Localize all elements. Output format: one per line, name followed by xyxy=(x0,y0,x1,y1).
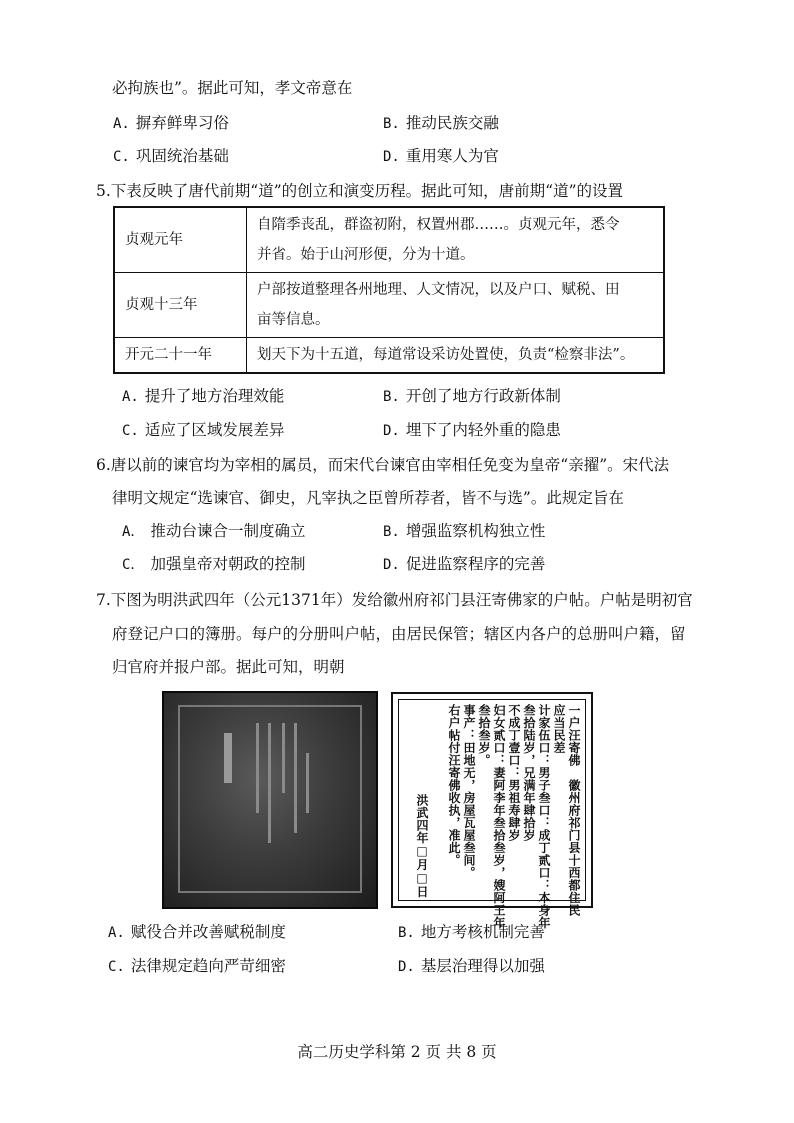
q4-option-d[interactable] xyxy=(383,145,499,168)
certificate-transcription xyxy=(391,692,593,929)
option-key: D. xyxy=(383,557,400,573)
q7-stem-line-2: 府登记户口的簿册。每户的分册叫户帖，由居民保管；辖区内各户的总册叫户籍，留 xyxy=(112,625,686,643)
photo-ink-column xyxy=(294,723,297,833)
option-text: 重用寒人为官 xyxy=(405,147,499,165)
desc-line: 并省。始于山河形便，分为十道。 xyxy=(257,247,475,263)
transcription-date: 洪武四年□月□日 xyxy=(415,794,429,898)
desc-line: 户部按道整理各州地理、人文情况，以及户口、赋税、田 xyxy=(257,282,620,298)
option-key: C. xyxy=(113,149,130,165)
q6-stem-line-2: 律明文规定“选谏官、御史，凡宰执之臣曾所荐者，皆不与选”。此规定旨在 xyxy=(112,489,624,507)
option-text: 推动台谏合一制度确立 xyxy=(150,522,306,540)
table-cell-year: 开元二十一年 xyxy=(114,338,247,374)
table-cell-desc xyxy=(247,273,665,338)
photo-ink-column xyxy=(306,753,309,813)
photo-ink-column xyxy=(224,733,232,783)
option-key: B. xyxy=(383,389,400,405)
option-text: 法律规定趋向严苛细密 xyxy=(130,957,286,975)
transcription-column: 不成丁壹口：男祖寿肆岁 xyxy=(507,704,521,842)
option-key: B. xyxy=(383,524,400,540)
option-text: 适应了区域发展差异 xyxy=(144,421,285,439)
q5-table xyxy=(113,206,665,374)
option-key: B. xyxy=(383,116,400,132)
table-cell-year: 贞观元年 xyxy=(114,207,247,273)
option-text: 埋下了内轻外重的隐患 xyxy=(405,421,561,439)
q7-option-b[interactable] xyxy=(398,921,545,944)
photo-ink-column xyxy=(268,723,271,843)
option-text: 提升了地方治理效能 xyxy=(144,387,285,405)
option-text: 推动民族交融 xyxy=(405,114,499,132)
q6-option-d[interactable] xyxy=(383,553,545,576)
option-text: 摒弃鲜卑习俗 xyxy=(135,114,229,132)
transcription-column: 计家伍口：男子叁口：成丁贰口：本身年 xyxy=(537,704,551,929)
option-key: D. xyxy=(383,423,400,439)
option-text: 增强监察机构独立性 xyxy=(405,522,546,540)
option-key: B. xyxy=(398,925,415,941)
table-row xyxy=(114,338,664,374)
q6-option-c[interactable] xyxy=(122,553,305,576)
q4-stem: 必拘族也”。据此可知，孝文帝意在 xyxy=(112,79,353,97)
option-text: 巩固统治基础 xyxy=(135,147,229,165)
option-text: 加强皇帝对朝政的控制 xyxy=(150,555,306,573)
q7-stem-line-3: 归官府并报户部。据此可知，明朝 xyxy=(112,658,345,676)
q6-option-a[interactable] xyxy=(122,520,305,543)
option-key: D. xyxy=(383,149,400,165)
q4-option-b[interactable] xyxy=(383,112,499,135)
table-cell-desc xyxy=(247,338,665,374)
option-key: C． xyxy=(122,557,145,573)
option-text: 促进监察程序的完善 xyxy=(405,555,546,573)
option-key: C. xyxy=(122,423,139,439)
desc-line: 亩等信息。 xyxy=(257,312,330,328)
q6-stem-line-1: 6.唐以前的谏官均为宰相的属员，而宋代台谏官由宰相任免变为皇帝“亲擢”。宋代法 xyxy=(96,456,670,474)
transcription-column: 妇女贰口：妻阿李年叁拾叁岁，嫂阿王年 xyxy=(492,704,506,929)
q7-option-d[interactable] xyxy=(398,955,545,978)
q5-option-a[interactable] xyxy=(122,385,284,408)
transcription-column: 叁拾陆岁，兄满年肆拾岁 xyxy=(522,704,536,842)
transcription-column: 右户帖付汪寄佛收执，准此。 xyxy=(447,704,461,867)
q7-option-c[interactable] xyxy=(108,955,286,978)
desc-line: 自隋季丧乱，群盗初附，权置州郡……。贞观元年，悉令 xyxy=(257,217,620,233)
option-key: A. xyxy=(108,925,125,941)
q6-option-b[interactable] xyxy=(383,520,545,543)
option-text: 开创了地方行政新体制 xyxy=(405,387,561,405)
table-row xyxy=(114,273,664,338)
page-footer: 高二历史学科第 2 页 共 8 页 xyxy=(297,1043,497,1061)
table-cell-desc xyxy=(247,207,665,273)
transcription-column: 叁拾叁岁。 xyxy=(477,704,491,767)
option-key: A． xyxy=(122,524,145,540)
option-text: 赋役合并改善赋税制度 xyxy=(130,923,286,941)
transcription-column: 一户汪寄佛 徽州府祁门县十西都住民 xyxy=(567,704,581,917)
table-cell-year: 贞观十三年 xyxy=(114,273,247,338)
household-certificate-photo xyxy=(162,691,378,909)
q5-option-b[interactable] xyxy=(383,385,561,408)
q7-option-a[interactable] xyxy=(108,921,286,944)
q5-option-d[interactable] xyxy=(383,419,561,442)
option-text: 地方考核机制完善 xyxy=(420,923,545,941)
q4-option-a[interactable] xyxy=(113,112,229,135)
option-key: A. xyxy=(113,116,130,132)
photo-ink-column xyxy=(282,723,285,793)
option-key: D. xyxy=(398,959,415,975)
option-text: 基层治理得以加强 xyxy=(420,957,545,975)
q5-option-c[interactable] xyxy=(122,419,284,442)
table-row xyxy=(114,207,664,273)
photo-ink-column xyxy=(256,723,259,813)
option-key: C. xyxy=(108,959,125,975)
transcription-column: 应当民差 xyxy=(552,704,566,754)
desc-line: 划天下为十五道，每道常设采访处置使，负责“检察非法”。 xyxy=(257,347,635,363)
q7-stem-line-1: 7.下图为明洪武四年（公元1371年）发给徽州府祁门县汪寄佛家的户帖。户帖是明初官 xyxy=(96,591,693,609)
q4-option-c[interactable] xyxy=(113,145,229,168)
q5-stem: 5.下表反映了唐代前期“道”的创立和演变历程。据此可知，唐前期“道”的设置 xyxy=(96,182,623,200)
transcription-column: 事产：田地无，房屋瓦屋叁间。 xyxy=(462,704,476,879)
option-key: A. xyxy=(122,389,139,405)
